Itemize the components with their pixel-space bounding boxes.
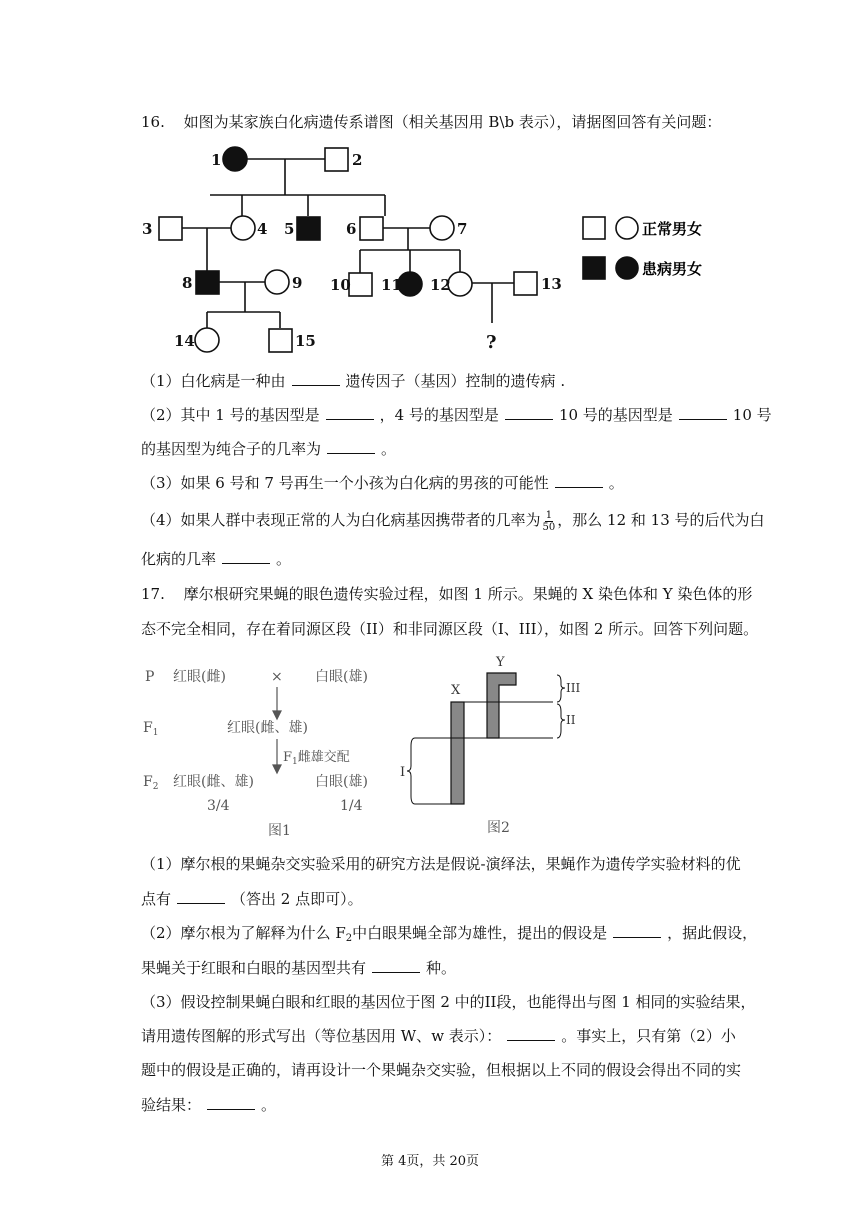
fig1-cross-symbol: × bbox=[271, 669, 283, 685]
q17-p2-blank-2 bbox=[372, 958, 420, 973]
q17-p2-text-b: 中白眼果蝇全部为雄性，提出的假设是 bbox=[352, 924, 608, 942]
individual-15-normal-male bbox=[269, 329, 292, 352]
q17-p2-text-d: 果蝇关于红眼和白眼的基因型共有 bbox=[141, 959, 367, 977]
q17-stem-line-1 bbox=[141, 583, 752, 605]
q16-p4-blank bbox=[222, 549, 270, 564]
label-1: 1 bbox=[211, 151, 222, 169]
individual-6-normal-male bbox=[360, 217, 383, 240]
q16-p4-text-a: （4）如果人群中表现正常的人为白化病基因携带者的几率为 bbox=[141, 511, 541, 529]
q16-p2-blank-2 bbox=[505, 405, 553, 420]
fig2-caption: 图2 bbox=[487, 820, 510, 836]
pedigree-chart bbox=[130, 140, 730, 360]
q17-p3-text-a: （3）假设控制果蝇白眼和红眼的基因位于图 2 中的II段，也能得出与图 1 相同的实验结果， bbox=[141, 993, 756, 1011]
q16-p3-text-b: 。 bbox=[608, 474, 624, 492]
q16-stem: 如图为某家族白化病遗传系谱图（相关基因用 B\b 表示），请据图回答有关问题： bbox=[183, 113, 722, 131]
q17-p1-text-a: （1）摩尔根的果蝇杂交实验采用的研究方法是假说-演绎法，果蝇作为遗传学实验材料的优 bbox=[141, 855, 741, 873]
fig1-f2-white: 白眼(雄) bbox=[315, 774, 368, 790]
fig1-f1-label: $F_1$ bbox=[143, 720, 159, 738]
q17-p3-text-c: 。事实上，只有第（2）小 bbox=[561, 1027, 736, 1045]
legend-normal-female-symbol bbox=[616, 217, 638, 239]
q16-p2-blank-3 bbox=[679, 405, 727, 420]
fig1-f1-intercross-label: $F_1$雌雄交配 bbox=[283, 750, 350, 767]
q17-p3-blank-1 bbox=[507, 1026, 555, 1041]
q17-p3-text-f: 。 bbox=[261, 1096, 277, 1114]
label-8: 8 bbox=[182, 274, 193, 292]
q16-p3-text-a: （3）如果 6 号和 7 号再生一个小孩为白化病的男孩的可能性 bbox=[141, 474, 549, 492]
x-chromosome bbox=[451, 702, 464, 804]
q16-p4-text-d: 。 bbox=[276, 550, 292, 568]
fraction-numerator: 1 bbox=[545, 509, 553, 521]
q17-p1-text-b: 点有 bbox=[141, 890, 172, 908]
q16-part1 bbox=[141, 370, 565, 392]
label-14: 14 bbox=[174, 332, 195, 350]
page-footer: 第 4页，共 20页 bbox=[380, 1154, 480, 1169]
q16-stem-line bbox=[141, 111, 721, 133]
q17-p2-text-a: （2）摩尔根为了解释为什么 F bbox=[141, 924, 346, 942]
fig1-f2-white-ratio: 1/4 bbox=[340, 798, 363, 814]
legend-affected-label: 患病男女 bbox=[642, 260, 703, 278]
q16-part2 bbox=[141, 404, 772, 426]
q17-stem-line-2 bbox=[141, 618, 758, 640]
individual-2-normal-male bbox=[325, 148, 348, 171]
q17-p2-subscript: 2 bbox=[345, 933, 353, 944]
q16-part2-cont bbox=[141, 438, 396, 460]
q16-p4-fraction bbox=[543, 510, 556, 533]
q16-part4-cont bbox=[141, 548, 291, 570]
label-7: 7 bbox=[457, 220, 468, 238]
q17-part1-cont bbox=[141, 888, 363, 910]
label-6: 6 bbox=[346, 220, 357, 238]
fig1-f2-label: $F_2$ bbox=[143, 774, 159, 792]
figure-2-chromosomes bbox=[395, 650, 595, 840]
q16-p1-text-a: （1）白化病是一种由 bbox=[141, 372, 286, 390]
q17-p3-blank-2 bbox=[207, 1095, 255, 1110]
individual-7-normal-female bbox=[430, 216, 454, 240]
fig1-p-label: P bbox=[145, 669, 155, 685]
fig1-p-male: 白眼(雄) bbox=[315, 669, 368, 685]
individual-8-affected-male bbox=[196, 271, 219, 294]
label-4: 4 bbox=[257, 220, 268, 238]
q16-p2-text-f: 。 bbox=[381, 440, 397, 458]
q17-part3-line3 bbox=[141, 1059, 741, 1081]
label-10: 10 bbox=[330, 276, 351, 294]
fig2-segment-ii: II bbox=[566, 713, 576, 727]
fig1-f2-red: 红眼(雌、雄) bbox=[173, 774, 254, 790]
label-11: 11 bbox=[381, 276, 402, 294]
individual-4-normal-female bbox=[231, 216, 255, 240]
individual-12-normal-female bbox=[448, 272, 472, 296]
q17-p2-text-e: 种。 bbox=[426, 959, 457, 977]
q17-part3 bbox=[141, 991, 756, 1013]
individual-14-normal-female bbox=[195, 328, 219, 352]
fig2-x-label: X bbox=[451, 683, 461, 698]
q16-p2-blank-4 bbox=[327, 439, 375, 454]
label-3: 3 bbox=[142, 220, 153, 238]
fig2-segment-i: I bbox=[400, 765, 406, 780]
q16-p2-text-b: ，4 号的基因型是 bbox=[379, 406, 499, 424]
legend-normal-label: 正常男女 bbox=[642, 220, 703, 238]
q17-part2 bbox=[141, 922, 757, 950]
q17-number: 17. bbox=[141, 585, 165, 603]
unknown-offspring-mark: ? bbox=[486, 332, 497, 353]
fig1-f2-red-ratio: 3/4 bbox=[207, 798, 230, 814]
q17-stem-1: 摩尔根研究果蝇的眼色遗传实验过程，如图 1 所示。果蝇的 X 染色体和 Y 染色体的形 bbox=[183, 585, 753, 603]
individual-3-normal-male bbox=[159, 217, 182, 240]
q16-part4 bbox=[141, 509, 765, 533]
individual-1-affected-female bbox=[223, 147, 247, 171]
q17-p1-text-c: （答出 2 点即可）。 bbox=[231, 890, 363, 908]
label-9: 9 bbox=[292, 274, 303, 292]
q17-p2-blank-1 bbox=[613, 923, 661, 938]
legend-normal-male-symbol bbox=[583, 217, 605, 239]
q16-p1-blank bbox=[292, 371, 340, 386]
figure-1-cross-diagram bbox=[135, 655, 405, 840]
q17-part3-line2 bbox=[141, 1025, 736, 1047]
q16-number: 16. bbox=[141, 113, 165, 131]
fraction-denominator: 50 bbox=[542, 521, 556, 533]
fig1-f1-phenotype: 红眼(雌、雄) bbox=[227, 720, 308, 736]
q17-part1 bbox=[141, 853, 741, 875]
q16-p2-text-e: 的基因型为纯合子的几率为 bbox=[141, 440, 322, 458]
q16-p2-text-c: 10 号的基因型是 bbox=[558, 406, 673, 424]
q16-p2-text-d: 10 号 bbox=[732, 406, 772, 424]
q17-p3-text-b: 请用遗传图解的形式写出（等位基因用 W、w 表示）： bbox=[141, 1027, 502, 1045]
fig2-segment-iii: III bbox=[566, 681, 581, 695]
label-15: 15 bbox=[295, 332, 316, 350]
label-2: 2 bbox=[352, 151, 363, 169]
q17-p3-text-e: 验结果： bbox=[141, 1096, 202, 1114]
legend-affected-female-symbol bbox=[616, 257, 638, 279]
q17-p2-text-c: ，据此假设， bbox=[667, 924, 758, 942]
individual-13-normal-male bbox=[514, 272, 537, 295]
q17-p1-blank bbox=[177, 889, 225, 904]
q16-p3-blank bbox=[555, 473, 603, 488]
label-12: 12 bbox=[430, 276, 451, 294]
q16-p4-text-c: 化病的几率 bbox=[141, 550, 217, 568]
fig1-p-female: 红眼(雌) bbox=[173, 669, 226, 685]
y-chromosome bbox=[487, 673, 516, 738]
q17-p3-text-d: 题中的假设是正确的，请再设计一个果蝇杂交实验，但根据以上不同的假设会得出不同的实 bbox=[141, 1061, 742, 1079]
individual-9-normal-female bbox=[265, 270, 289, 294]
q17-part2-cont bbox=[141, 957, 456, 979]
q16-part3 bbox=[141, 472, 624, 494]
q16-p1-text-b: 遗传因子（基因）控制的遗传病 . bbox=[345, 372, 566, 390]
legend-affected-male-symbol bbox=[583, 257, 605, 279]
q16-p4-text-b: ，那么 12 和 13 号的后代为白 bbox=[557, 511, 765, 529]
q16-p2-blank-1 bbox=[326, 405, 374, 420]
label-13: 13 bbox=[541, 275, 562, 293]
q17-part3-line4 bbox=[141, 1094, 276, 1116]
q16-p2-text-a: （2）其中 1 号的基因型是 bbox=[141, 406, 320, 424]
fig1-caption: 图1 bbox=[268, 823, 291, 839]
label-5: 5 bbox=[284, 220, 295, 238]
individual-5-affected-male bbox=[297, 217, 320, 240]
fig2-y-label: Y bbox=[496, 655, 505, 670]
q17-stem-2: 态不完全相同，存在着同源区段（II）和非同源区段（I、III），如图 2 所示。回答下列问题。 bbox=[141, 620, 759, 638]
individual-10-normal-male bbox=[349, 273, 372, 296]
